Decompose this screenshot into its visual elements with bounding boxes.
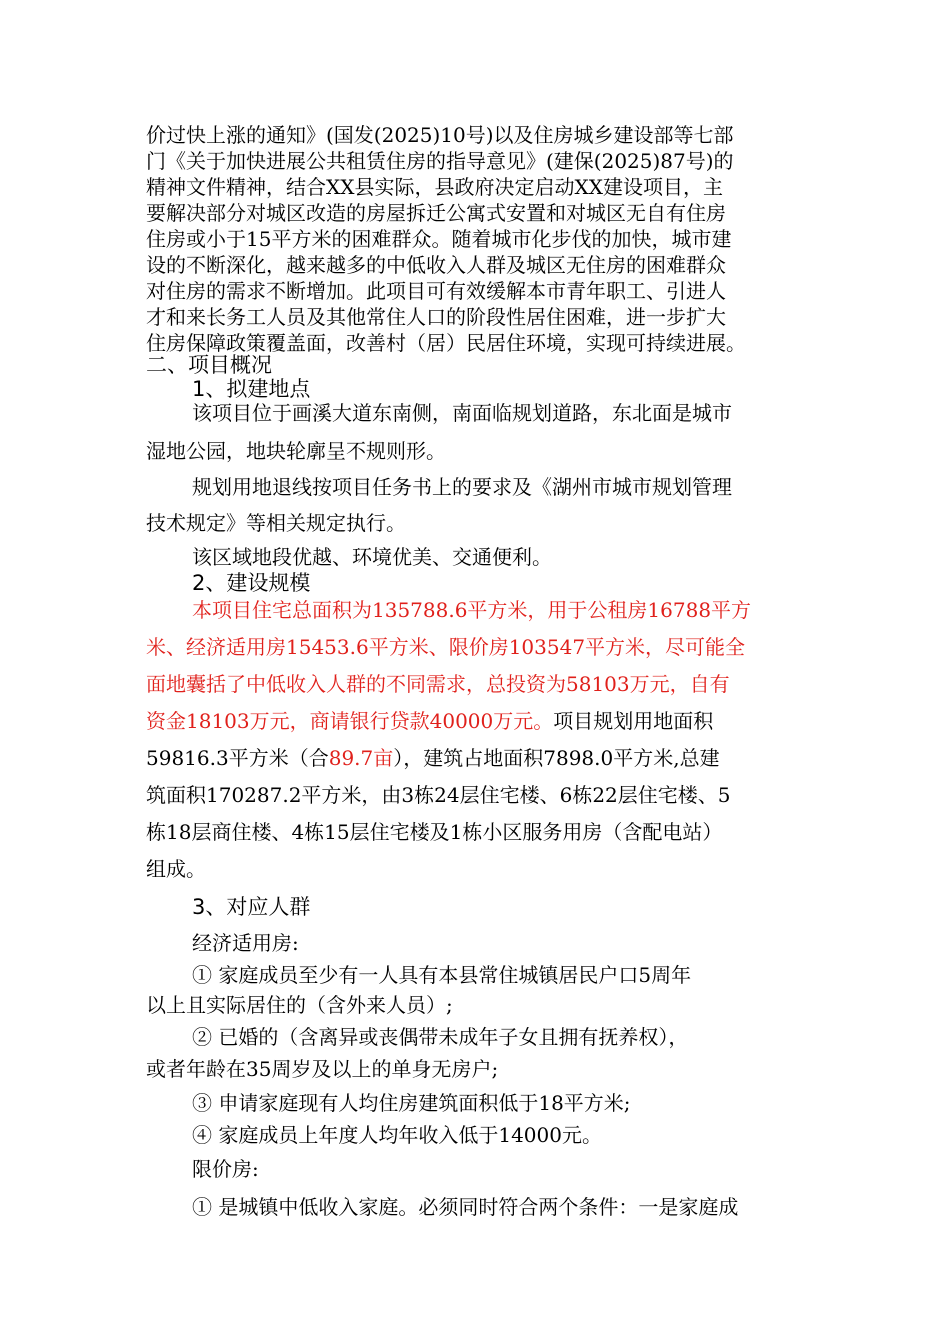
text-run: 项目规划用地面积 [553, 709, 714, 733]
text-run: 59816.3平方米（合 [146, 746, 329, 770]
subsection-heading-target-group: 3、对应人群 [192, 895, 311, 919]
text-line: 门《关于加快进展公共租赁住房的指导意见》(建保(2025)87号)的 [146, 149, 734, 173]
list-label: 经济适用房: [192, 931, 299, 955]
text-line: 湿地公园，地块轮廓呈不规则形。 [146, 439, 446, 463]
text-line: 该项目位于画溪大道东南侧，南面临规划道路，东北面是城市 [192, 401, 732, 425]
section-heading: 二、项目概况 [146, 353, 272, 377]
list-item: ② 已婚的（含离异或丧偶带未成年子女且拥有抚养权）， [192, 1025, 689, 1049]
list-item-continuation: 或者年龄在35周岁及以上的单身无房户; [146, 1057, 499, 1081]
text-line: 栋18层商住楼、4栋15层住宅楼及1栋小区服务用房（含配电站） [146, 820, 723, 844]
highlighted-line: 米、经济适用房15453.6平方米、限价房103547平方米，尽可能全 [146, 635, 746, 659]
text-line: 要解决部分对城区改造的房屋拆迁公寓式安置和对城区无自有住房 [146, 201, 726, 225]
subsection-heading-scale: 2、建设规模 [192, 571, 311, 595]
highlighted-line: 面地囊括了中低收入人群的不同需求，总投资为58103万元，自有 [146, 672, 730, 696]
text-line: 设的不断深化，越来越多的中低收入人群及城区无住房的困难群众 [146, 253, 726, 277]
text-line: 技术规定》等相关规定执行。 [146, 511, 406, 535]
list-label: 限价房: [192, 1157, 259, 1181]
text-line: 组成。 [146, 857, 206, 881]
highlighted-line: 本项目住宅总面积为135788.6平方米，用于公租房16788平方 [192, 598, 752, 622]
list-item: ③ 申请家庭现有人均住房建筑面积低于18平方米; [192, 1091, 631, 1115]
text-run: ），建筑占地面积7898.0平方米,总建 [393, 746, 720, 770]
highlighted-text: 资金18103万元，商请银行贷款40000万元。 [146, 709, 554, 733]
text-line: 规划用地退线按项目任务书上的要求及《湖州市城市规划管理 [192, 475, 732, 499]
text-line: 该区域地段优越、环境优美、交通便利。 [192, 545, 552, 569]
text-line: 才和来长务工人员及其他常住人口的阶段性居住困难，进一步扩大 [146, 305, 726, 329]
text-line: 对住房的需求不断增加。此项目可有效缓解本市青年职工、引进人 [146, 279, 726, 303]
text-line: 住房保障政策覆盖面，改善村（居）民居住环境，实现可持续进展。 [146, 331, 746, 355]
text-line: 价过快上涨的通知》(国发(2025)10号)以及住房城乡建设部等七部 [146, 123, 734, 147]
subsection-heading-location: 1、拟建地点 [192, 377, 311, 401]
mixed-line [146, 745, 720, 771]
list-item: ① 家庭成员至少有一人具有本县常住城镇居民户口5周年 [192, 963, 692, 987]
list-item: ④ 家庭成员上年度人均年收入低于14000元。 [192, 1123, 602, 1147]
text-line: 筑面积170287.2平方米，由3栋24层住宅楼、6栋22层住宅楼、5 [146, 783, 731, 807]
text-line: 精神文件精神，结合XX县实际，县政府决定启动XX建设项目，主 [146, 175, 723, 199]
list-item: ① 是城镇中低收入家庭。必须同时符合两个条件：一是家庭成 [192, 1195, 739, 1219]
list-item-continuation: 以上且实际居住的（含外来人员）; [146, 993, 453, 1017]
text-line: 住房或小于15平方米的困难群众。随着城市化步伐的加快，城市建 [146, 227, 732, 251]
highlighted-text: 89.7亩 [328, 746, 394, 770]
mixed-line [146, 708, 713, 734]
